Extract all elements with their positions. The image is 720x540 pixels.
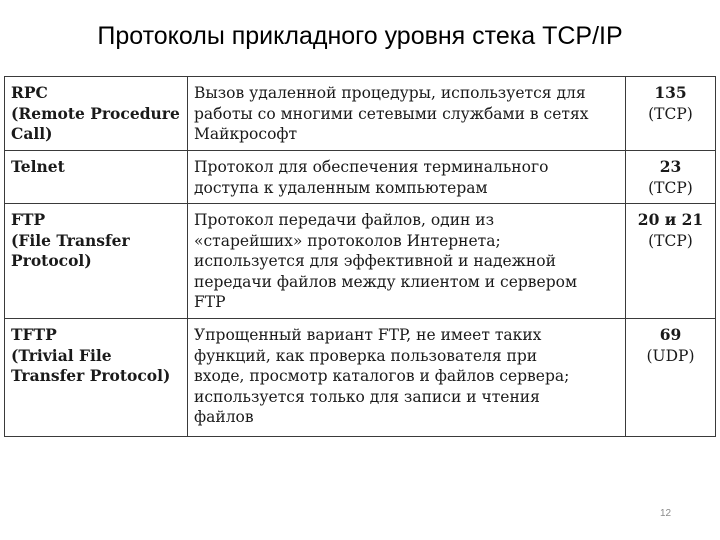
description-line: используется для эффективной и надежной — [194, 252, 556, 270]
protocol-name-cell — [5, 204, 188, 319]
page-number: 12 — [660, 508, 672, 519]
transport-protocol: (TCP) — [648, 178, 693, 197]
description-line: файлов — [194, 408, 254, 426]
description-line: работы со многими сетевыми службами в сетях — [194, 104, 589, 123]
port-number: 69 — [659, 325, 682, 344]
description-line: FTP — [194, 293, 226, 311]
protocol-name-line: Protocol) — [11, 251, 92, 270]
table-row — [5, 151, 716, 204]
protocol-name-line: Telnet — [11, 157, 65, 176]
protocol-name-line: FTP — [11, 210, 46, 229]
protocol-description-cell — [188, 319, 626, 437]
protocol-port-cell — [626, 204, 716, 319]
protocol-name-cell — [5, 151, 188, 204]
protocol-name-line: Transfer Protocol) — [11, 366, 171, 385]
protocol-name-line: RPC — [11, 83, 48, 102]
table-row — [5, 77, 716, 151]
protocol-description-cell — [188, 151, 626, 204]
protocol-description-cell — [188, 77, 626, 151]
protocol-name-cell — [5, 319, 188, 437]
description-line: передачи файлов между клиентом и сервером — [194, 272, 578, 291]
transport-protocol: (TCP) — [648, 104, 693, 123]
protocol-port-cell — [626, 77, 716, 151]
port-number: 135 — [654, 83, 687, 102]
protocol-name-cell — [5, 77, 188, 151]
protocols-table-container — [4, 76, 715, 436]
description-line: Вызов удаленной процедуры, используется для — [194, 84, 586, 102]
protocol-name-line: Call) — [11, 124, 53, 143]
port-number: 23 — [659, 157, 682, 176]
description-line: «старейших» протоколов Интернета; — [194, 231, 501, 250]
description-line: доступа к удаленным компьютерам — [194, 178, 488, 197]
description-line: Майкрософт — [194, 125, 298, 143]
protocol-description-cell — [188, 204, 626, 319]
protocol-name-line: (Remote Procedure — [11, 103, 180, 123]
transport-protocol: (TCP) — [648, 231, 693, 250]
protocol-name-line: TFTP — [11, 325, 57, 344]
protocol-port-cell — [626, 151, 716, 204]
description-line: функций, как проверка пользователя при — [194, 346, 538, 365]
protocols-table — [4, 76, 716, 437]
description-line: Протокол для обеспечения терминального — [194, 158, 549, 176]
description-line: Упрощенный вариант FTP, не имеет таких — [194, 326, 542, 344]
description-line: используется только для записи и чтения — [194, 387, 540, 406]
protocol-name-line: (File Transfer — [11, 230, 130, 250]
description-line: Протокол передачи файлов, один из — [194, 211, 495, 229]
protocol-port-cell — [626, 319, 716, 437]
table-row — [5, 204, 716, 319]
protocol-name-line: (Trivial File — [11, 345, 112, 365]
transport-protocol: (UDP) — [646, 346, 695, 365]
table-row — [5, 319, 716, 437]
description-line: входе, просмотр каталогов и файлов сервера; — [194, 367, 570, 385]
port-number: 20 и 21 — [637, 210, 704, 229]
slide-title: Протоколы прикладного уровня стека TCP/IP — [97, 22, 623, 50]
